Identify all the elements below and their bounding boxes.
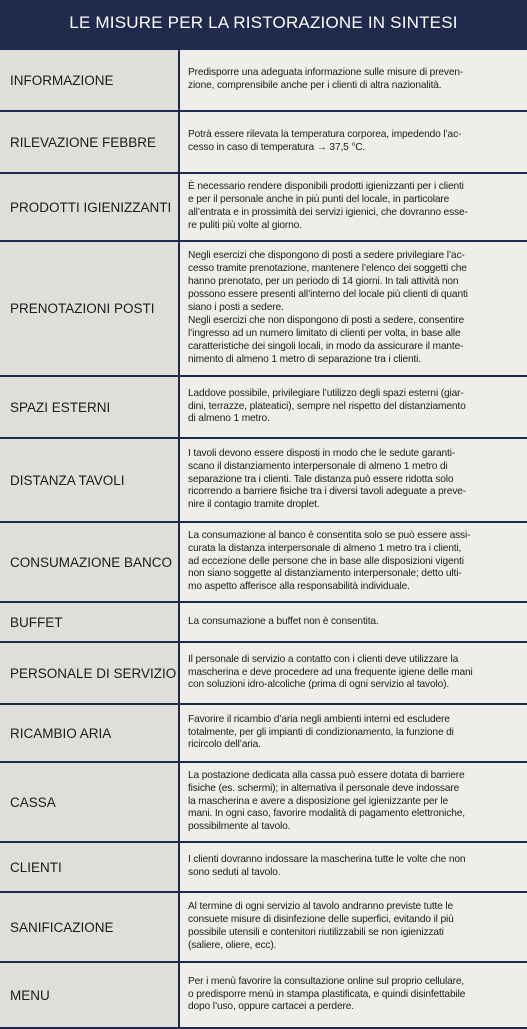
measure-label: RICAMBIO ARIA [0, 704, 179, 762]
measure-description-cell [179, 704, 527, 762]
measure-label: MENU [0, 962, 179, 1028]
page-title: LE MISURE PER LA RISTORAZIONE IN SINTESI [0, 0, 527, 48]
measure-label: CONSUMAZIONE BANCO [0, 522, 179, 602]
measure-description: Potrà essere rilevata la temperatura corporea, impedendo l’ac- cesso in caso di temperatura → 37,5 °C. [188, 129, 462, 153]
measure-description-cell [179, 762, 527, 842]
measure-label: SANIFICAZIONE [0, 892, 179, 962]
measure-description-cell [179, 842, 527, 892]
measure-label: CASSA [0, 762, 179, 842]
measure-description: La postazione dedicata alla cassa può essere dotata di barriere fisiche (es. schermi); in alternativa il personale deve indossare la mascherina e avere a disposizione gel igienizzante per le mani. In ogni caso, favorire modalità di pagamento elettroniche, possibilmente al tavolo. [188, 769, 465, 833]
measure-description: I tavoli devono essere disposti in modo che le sedute garanti- scano il distanziamento interpersonale di almeno 1 metro di separazione tra i clienti. Tale distanza può essere ridotta solo ricorrendo a barriere fisiche tra i diversi tavoli adeguate a preve- nire il contagio tramite droplet. [188, 447, 467, 511]
measure-description-cell [179, 111, 527, 173]
measure-label: PERSONALE DI SERVIZIO [0, 642, 179, 704]
table-row [0, 704, 527, 762]
measure-label: INFORMAZIONE [0, 49, 179, 111]
table-row [0, 438, 527, 522]
table-row [0, 49, 527, 111]
table-row [0, 241, 527, 376]
measure-description-cell [179, 602, 527, 642]
measure-description: Favorire il ricambio d’aria negli ambienti interni ed escludere totalmente, per gli impianti di condizionamento, la funzione di ricircolo dell’aria. [188, 713, 454, 751]
measure-label: PRENOTAZIONI POSTI [0, 241, 179, 376]
table-row [0, 376, 527, 438]
measure-label: PRODOTTI IGIENIZZANTI [0, 173, 179, 241]
measure-description-cell [179, 49, 527, 111]
table-row [0, 111, 527, 173]
measure-description: La consumazione a buffet non è consentita. [188, 615, 379, 627]
measure-description: Al termine di ogni servizio al tavolo andranno previste tutte le consuete misure di disinfezione delle superfici, evitando il più possibile utensili e contenitori riutilizzabili se non igienizzati (saliere, oliere, ecc). [188, 901, 454, 951]
measure-description: Predisporre una adeguata informazione sulle misure di preven- zione, comprensibile anche per i clienti di altra nazionalità. [188, 67, 464, 91]
measure-description-cell [179, 522, 527, 602]
measure-description-cell [179, 241, 527, 376]
table-row [0, 642, 527, 704]
measure-label: CLIENTI [0, 842, 179, 892]
measure-description-cell [179, 642, 527, 704]
table-row [0, 962, 527, 1028]
table-row [0, 762, 527, 842]
measure-description: I clienti dovranno indossare la mascherina tutte le volte che non sono seduti al tavolo. [188, 854, 466, 878]
measure-description-cell [179, 438, 527, 522]
measures-table [0, 48, 527, 1029]
measure-description-cell [179, 892, 527, 962]
measure-description-cell [179, 376, 527, 438]
measure-description: Il personale di servizio a contatto con i clienti deve utilizzare la mascherina e deve procedere ad una frequente igiene delle mani con soluzioni idro-alcoliche (prima di ogni servizio al tavolo). [188, 653, 473, 691]
table-row [0, 602, 527, 642]
measure-label: DISTANZA TAVOLI [0, 438, 179, 522]
measure-label: RILEVAZIONE FEBBRE [0, 111, 179, 173]
measure-description: È necessario rendere disponibili prodotti igienizzanti per i clienti e per il personale anche in più punti del locale, in particolare all’entrata e in prossimità dei servizi igienici, che dovranno esse- re puliti più volte al giorno. [188, 181, 468, 231]
measure-label: BUFFET [0, 602, 179, 642]
measure-description-cell [179, 173, 527, 241]
table-row [0, 173, 527, 241]
measure-description: La consumazione al banco è consentita solo se può essere assi- curata la distanza interpersonale di almeno 1 metro tra i clienti, ad eccezione delle persone che in base alle disposizioni vigenti non siano soggette al distanziamento interpersonale; detto ulti- mo aspetto afferisce alla responsabilità individuale. [188, 529, 471, 593]
measure-description: Per i menù favorire la consultazione online sul proprio cellulare, o predisporre menù in stampa plastificata, e quindi disinfettabile dopo l’uso, oppure cartacei a perdere. [188, 975, 466, 1013]
measure-label: SPAZI ESTERNI [0, 376, 179, 438]
measure-description-cell [179, 962, 527, 1028]
table-row [0, 842, 527, 892]
table-row [0, 892, 527, 962]
table-row [0, 522, 527, 602]
measure-description: Negli esercizi che dispongono di posti a sedere privilegiare l’ac- cesso tramite prenotazione, mantenere l’elenco dei soggetti che hanno prenotato, per un periodo di 14 giorni. In tali attività non possono essere presenti all’interno del locale più clienti di quanti siano i posti a sedere. Negli esercizi che non dispongono di posti a sedere, consentire l’ingresso ad un numero limitato di clienti per volta, in base alle caratteristiche dei singoli locali, in modo da assicurare il mante- nimento di almeno 1 metro di separazione tra i clienti. [188, 250, 468, 365]
measure-description: Laddove possibile, privilegiare l’utilizzo degli spazi esterni (giar- dini, terrazze, plateatici), sempre nel rispetto del distanziamento di almeno 1 metro. [188, 387, 466, 425]
